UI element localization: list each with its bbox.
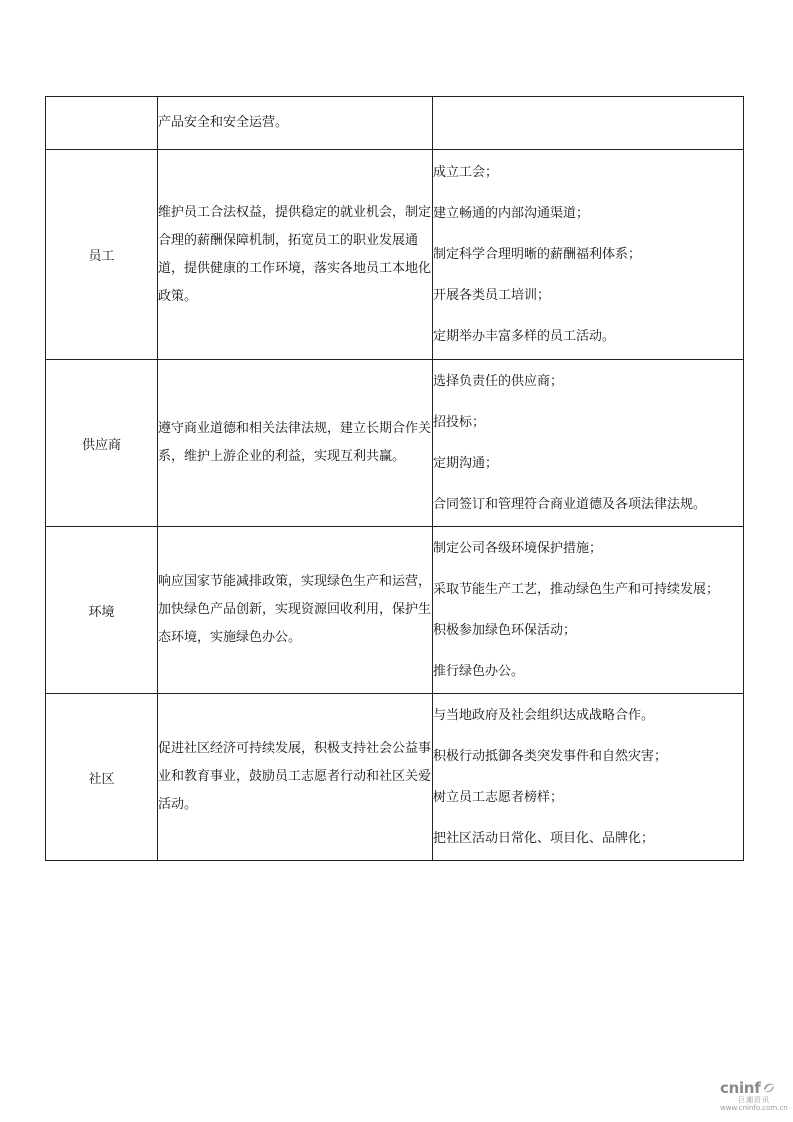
action-item: 采取节能生产工艺，推动绿色生产和可持续发展； bbox=[433, 581, 720, 597]
stakeholder-description: 产品安全和安全运营。 bbox=[158, 97, 433, 150]
action-item: 定期沟通； bbox=[433, 455, 499, 471]
stakeholder-description: 维护员工合法权益，提供稳定的就业机会，制定合理的薪酬保障机制，拓宽员工的职业发展通道，提供健康的工作环境，落实各地员工本地化政策。 bbox=[158, 150, 433, 360]
stakeholder-actions bbox=[433, 360, 744, 527]
stakeholder-description: 遵守商业道德和相关法律法规，建立长期合作关系，维护上游企业的利益，实现互利共赢。 bbox=[158, 360, 433, 527]
cninfo-logo bbox=[720, 1078, 790, 1114]
logo-brand-text: cninf bbox=[720, 1079, 761, 1097]
action-item: 制定公司各级环境保护措施； bbox=[433, 540, 603, 556]
action-item: 成立工会； bbox=[433, 164, 499, 180]
action-item: 开展各类员工培训； bbox=[433, 287, 551, 303]
action-item: 把社区活动日常化、项目化、品牌化； bbox=[433, 830, 655, 846]
table-row bbox=[46, 360, 744, 527]
stakeholder-actions bbox=[433, 527, 744, 694]
action-item: 树立员工志愿者榜样； bbox=[433, 789, 564, 805]
stakeholder-actions bbox=[433, 97, 744, 150]
action-item: 与当地政府及社会组织达成战略合作。 bbox=[433, 707, 655, 723]
action-item: 建立畅通的内部沟通渠道； bbox=[433, 205, 590, 221]
stakeholder-table bbox=[45, 96, 744, 861]
stakeholder-description: 促进社区经济可持续发展，积极支持社会公益事业和教育事业，鼓励员工志愿者行动和社区关爱活动。 bbox=[158, 694, 433, 861]
stakeholder-name: 员工 bbox=[46, 150, 158, 360]
action-item: 定期举办丰富多样的员工活动。 bbox=[433, 328, 616, 344]
logo-url: www.cninfo.com.cn bbox=[720, 1104, 788, 1112]
action-item: 积极行动抵御各类突发事件和自然灾害； bbox=[433, 748, 668, 764]
stakeholder-name bbox=[46, 97, 158, 150]
table-row bbox=[46, 527, 744, 694]
stakeholder-description: 响应国家节能减排政策，实现绿色生产和运营，加快绿色产品创新，实现资源回收利用，保护生态环境，实施绿色办公。 bbox=[158, 527, 433, 694]
table-row bbox=[46, 97, 744, 150]
action-item: 推行绿色办公。 bbox=[433, 663, 525, 679]
action-item: 选择负责任的供应商； bbox=[433, 373, 564, 389]
stakeholder-name: 供应商 bbox=[46, 360, 158, 527]
action-item: 招投标； bbox=[433, 414, 486, 430]
logo-subtitle: 巨潮资讯 bbox=[738, 1096, 770, 1104]
table-row bbox=[46, 694, 744, 861]
stakeholder-actions bbox=[433, 694, 744, 861]
stakeholder-name: 社区 bbox=[46, 694, 158, 861]
stakeholder-name: 环境 bbox=[46, 527, 158, 694]
action-item: 合同签订和管理符合商业道德及各项法律法规。 bbox=[433, 496, 707, 512]
action-item: 积极参加绿色环保活动； bbox=[433, 622, 577, 638]
action-item: 制定科学合理明晰的薪酬福利体系； bbox=[433, 246, 642, 262]
table-row bbox=[46, 150, 744, 360]
cninfo-swirl-icon bbox=[761, 1080, 777, 1096]
stakeholder-actions bbox=[433, 150, 744, 360]
